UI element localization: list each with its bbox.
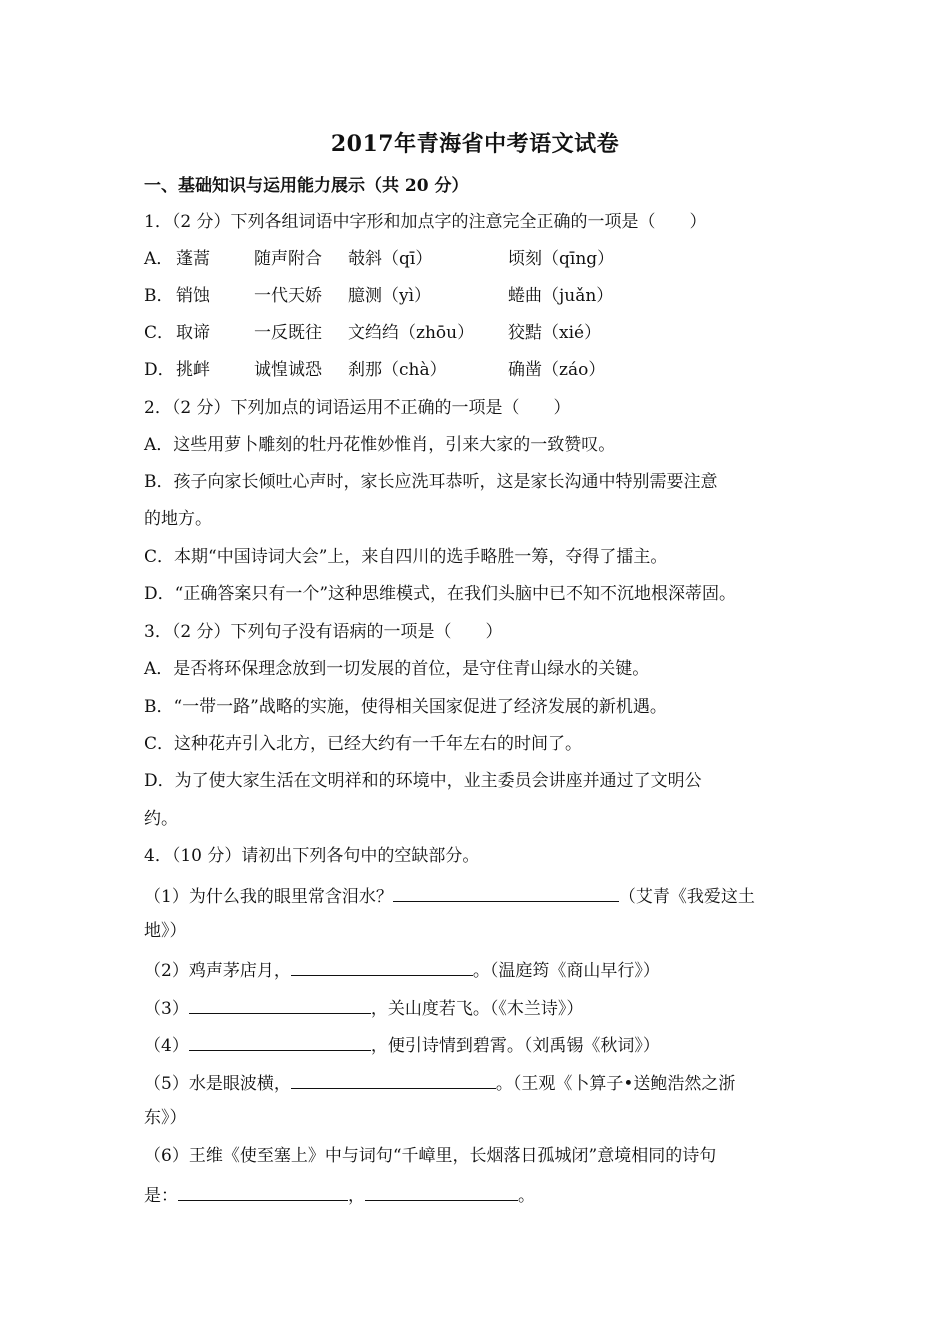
q4-item-2: [144, 957, 660, 982]
answer-blank[interactable]: [189, 995, 371, 1014]
item-text: （1）为什么我的眼里常含泪水？: [144, 887, 393, 907]
item-text: ，关山度若飞。（《木兰诗》）: [370, 999, 584, 1019]
page-title: 2017年青海省中考语文试卷: [330, 131, 620, 157]
q4-item-3: [144, 995, 583, 1020]
option-word: 挑衅: [176, 360, 210, 380]
item-text: 。（王观《卜算子•送鲍浩然之浙: [495, 1074, 736, 1094]
q2-option-b: B．孩子向家长倾吐心声时，家长应洗耳恭听，这是家长沟通中特别需要注意: [144, 472, 718, 492]
q3-option-d-continued: 约。: [144, 809, 178, 829]
answer-blank[interactable]: [393, 883, 619, 902]
section-heading: 一、基础知识与运用能力展示（共 20 分）: [144, 176, 469, 196]
q3-option-b: B．“一带一路”战略的实施，使得相关国家促进了经济发展的新机遇。: [144, 697, 667, 717]
q4-item-5: [144, 1070, 735, 1095]
q4-item-4: [144, 1032, 660, 1057]
option-word: 刹那（chà）: [348, 360, 447, 380]
question-2-stem: 2．（2 分）下列加点的词语运用不正确的一项是（ ）: [144, 398, 571, 418]
question-3-stem: 3．（2 分）下列句子没有语病的一项是（ ）: [144, 622, 503, 642]
item-text: （4）: [144, 1036, 189, 1056]
item-text: （艾青《我爱这土: [618, 887, 755, 907]
q4-item-6-continued: [144, 1182, 535, 1207]
q3-option-d: D．为了使大家生活在文明祥和的环境中，业主委员会讲座并通过了文明公: [144, 771, 702, 791]
item-text: 。: [518, 1186, 535, 1206]
item-text: （2）鸡声茅店月，: [144, 961, 291, 981]
answer-blank[interactable]: [178, 1182, 348, 1201]
item-text: （3）: [144, 999, 189, 1019]
option-label: D．: [144, 360, 175, 380]
option-word: 一反既往: [254, 323, 322, 343]
option-word: 随声附合: [254, 249, 322, 269]
item-text: ，便引诗情到碧霄。（刘禹锡《秋词》）: [370, 1036, 660, 1056]
option-word: 蜷曲（juǎn）: [508, 286, 614, 306]
q4-item-1: [144, 883, 755, 908]
q3-option-a: A．是否将环保理念放到一切发展的首位，是守住青山绿水的关键。: [144, 659, 650, 679]
item-text: ，: [348, 1186, 365, 1206]
q4-item-5-continued: 东》）: [144, 1108, 187, 1128]
option-label: B．: [144, 286, 174, 306]
q2-option-d: D．“正确答案只有一个”这种思维模式，在我们头脑中已不知不沉地根深蒂固。: [144, 584, 737, 604]
q2-option-b-continued: 的地方。: [144, 509, 212, 529]
option-word: 蓬蒿: [176, 249, 210, 269]
option-word: 一代天娇: [254, 286, 322, 306]
option-word: 确凿（záo）: [508, 360, 606, 380]
q1-option-a: [144, 248, 614, 270]
q3-option-c: C．这种花卉引入北方，已经大约有一千年左右的时间了。: [144, 734, 583, 754]
answer-blank[interactable]: [365, 1182, 518, 1201]
answer-blank[interactable]: [189, 1032, 371, 1051]
item-text: （5）水是眼波横，: [144, 1074, 291, 1094]
answer-blank[interactable]: [291, 957, 473, 976]
q2-option-a: A．这些用萝卜雕刻的牡丹花惟妙惟肖，引来大家的一致赞叹。: [144, 435, 616, 455]
option-word: 狡黠（xié）: [508, 323, 602, 343]
option-word: 文绉绉（zhōu）: [348, 323, 475, 343]
option-word: 销蚀: [176, 286, 210, 306]
q1-option-c: [144, 322, 601, 344]
option-label: C．: [144, 323, 175, 343]
option-word: 臆测（yì）: [348, 286, 432, 306]
answer-blank[interactable]: [291, 1070, 496, 1089]
option-label: A．: [144, 249, 174, 269]
q4-item-1-continued: 地》）: [144, 921, 187, 941]
option-word: 取谛: [176, 323, 210, 343]
question-1-stem: 1．（2 分）下列各组词语中字形和加点字的注意完全正确的一项是（ ）: [144, 212, 707, 232]
q4-item-6: （6）王维《使至塞上》中与词句“千嶂里，长烟落日孤城闭”意境相同的诗句: [144, 1146, 717, 1166]
q1-option-d: [144, 359, 605, 381]
question-4-stem: 4．（10 分）请初出下列各句中的空缺部分。: [144, 846, 480, 866]
item-text: 。（温庭筠《商山早行》）: [472, 961, 660, 981]
item-text: 是：: [144, 1186, 178, 1206]
q1-option-b: [144, 285, 613, 307]
option-word: 攲斜（qī）: [348, 249, 433, 269]
option-word: 诚惶诚恐: [254, 360, 322, 380]
option-word: 顷刻（qīng）: [508, 249, 615, 269]
q2-option-c: C．本期“中国诗词大会”上，来自四川的选手略胜一筹，夺得了擂主。: [144, 547, 668, 567]
